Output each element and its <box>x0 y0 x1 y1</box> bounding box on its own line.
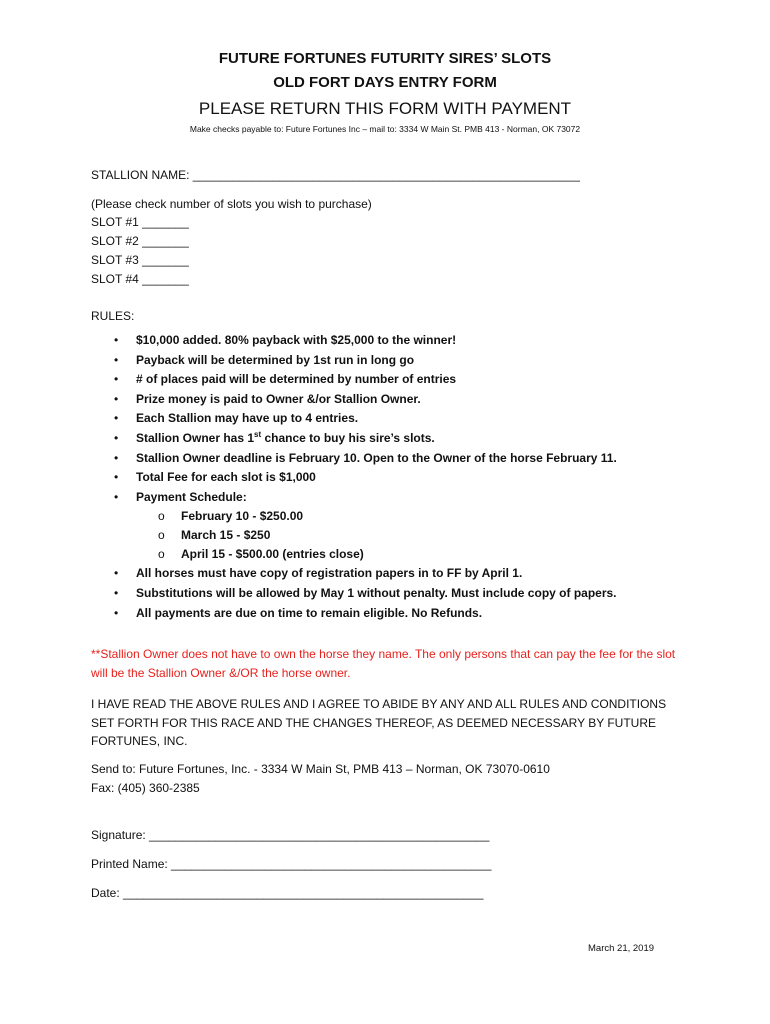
rule-item: • All horses must have copy of registration papers in to FF by April 1. <box>91 564 731 584</box>
rule-item: • Each Stallion may have up to 4 entries. <box>91 409 731 429</box>
rule-text: Stallion Owner has 1 <box>136 430 255 445</box>
rule-item <box>91 429 731 449</box>
rule-item <box>91 488 731 565</box>
payment-item: o April 15 - $500.00 (entries close) <box>136 545 731 564</box>
superscript: st <box>254 429 262 439</box>
stallion-name-field[interactable]: STALLION NAME: __________________________________________________________ <box>91 168 580 182</box>
payment-schedule-heading: Payment Schedule: <box>136 489 247 504</box>
rule-item: • # of places paid will be determined by number of entries <box>91 370 731 390</box>
slot-2-field[interactable]: SLOT #2 _______ <box>91 234 189 248</box>
rule-item: • All payments are due on time to remain eligible. No Refunds. <box>91 604 731 624</box>
payment-item: o March 15 - $250 <box>136 526 731 545</box>
rule-text: chance to buy his sire’s slots. <box>261 430 435 445</box>
rules-list <box>91 331 731 623</box>
stallion-owner-note: **Stallion Owner does not have to own the horse they name. The only persons that can pay the fee for the slot will be the Stallion Owner &/OR the horse owner. <box>91 647 676 680</box>
agreement-text: I HAVE READ THE ABOVE RULES AND I AGREE TO ABIDE BY ANY AND ALL RULES AND CONDITIONS SET FORTH FOR THIS RACE AND THE CHANGES THEREOF, AS DEEMED NECESSARY BY FUTURE FORTUNES, INC. <box>91 697 667 748</box>
slot-3-field[interactable]: SLOT #3 _______ <box>91 253 189 267</box>
fax-number: Fax: (405) 360-2385 <box>91 781 200 795</box>
rule-item: • $10,000 added. 80% payback with $25,000 to the winner! <box>91 331 731 351</box>
payment-item: o February 10 - $250.00 <box>136 507 731 526</box>
checks-note: Make checks payable to: Future Fortunes Inc – mail to: 3334 W Main St. PMB 413 - Norman, OK 73072 <box>189 124 581 134</box>
rule-item: • Total Fee for each slot is $1,000 <box>91 468 731 488</box>
rule-item: • Payback will be determined by 1st run in long go <box>91 351 731 371</box>
slot-4-field[interactable]: SLOT #4 _______ <box>91 272 189 286</box>
rule-item: • Substitutions will be allowed by May 1 without penalty. Must include copy of papers. <box>91 584 731 604</box>
payment-schedule-list <box>136 507 731 564</box>
signature-field[interactable]: Signature: ___________________________________________________ <box>91 828 490 842</box>
rule-item: • Stallion Owner deadline is February 10. Open to the Owner of the horse February 11. <box>91 449 731 469</box>
send-to-address: Send to: Future Fortunes, Inc. - 3334 W Main St, PMB 413 – Norman, OK 73070-0610 <box>91 762 550 776</box>
title-line-1: FUTURE FORTUNES FUTURITY SIRES’ SLOTS <box>218 50 552 67</box>
document-date: March 21, 2019 <box>588 943 655 954</box>
check-instruction: (Please check number of slots you wish to purchase) <box>91 197 372 211</box>
subtitle: PLEASE RETURN THIS FORM WITH PAYMENT <box>198 99 572 118</box>
title-line-2: OLD FORT DAYS ENTRY FORM <box>273 74 497 91</box>
slot-1-field[interactable]: SLOT #1 _______ <box>91 215 189 229</box>
date-field[interactable]: Date: ______________________________________________________ <box>91 886 484 900</box>
rule-item: • Prize money is paid to Owner &/or Stallion Owner. <box>91 390 731 410</box>
printed-name-field[interactable]: Printed Name: ________________________________________________ <box>91 857 492 871</box>
rules-heading: RULES: <box>91 309 135 323</box>
